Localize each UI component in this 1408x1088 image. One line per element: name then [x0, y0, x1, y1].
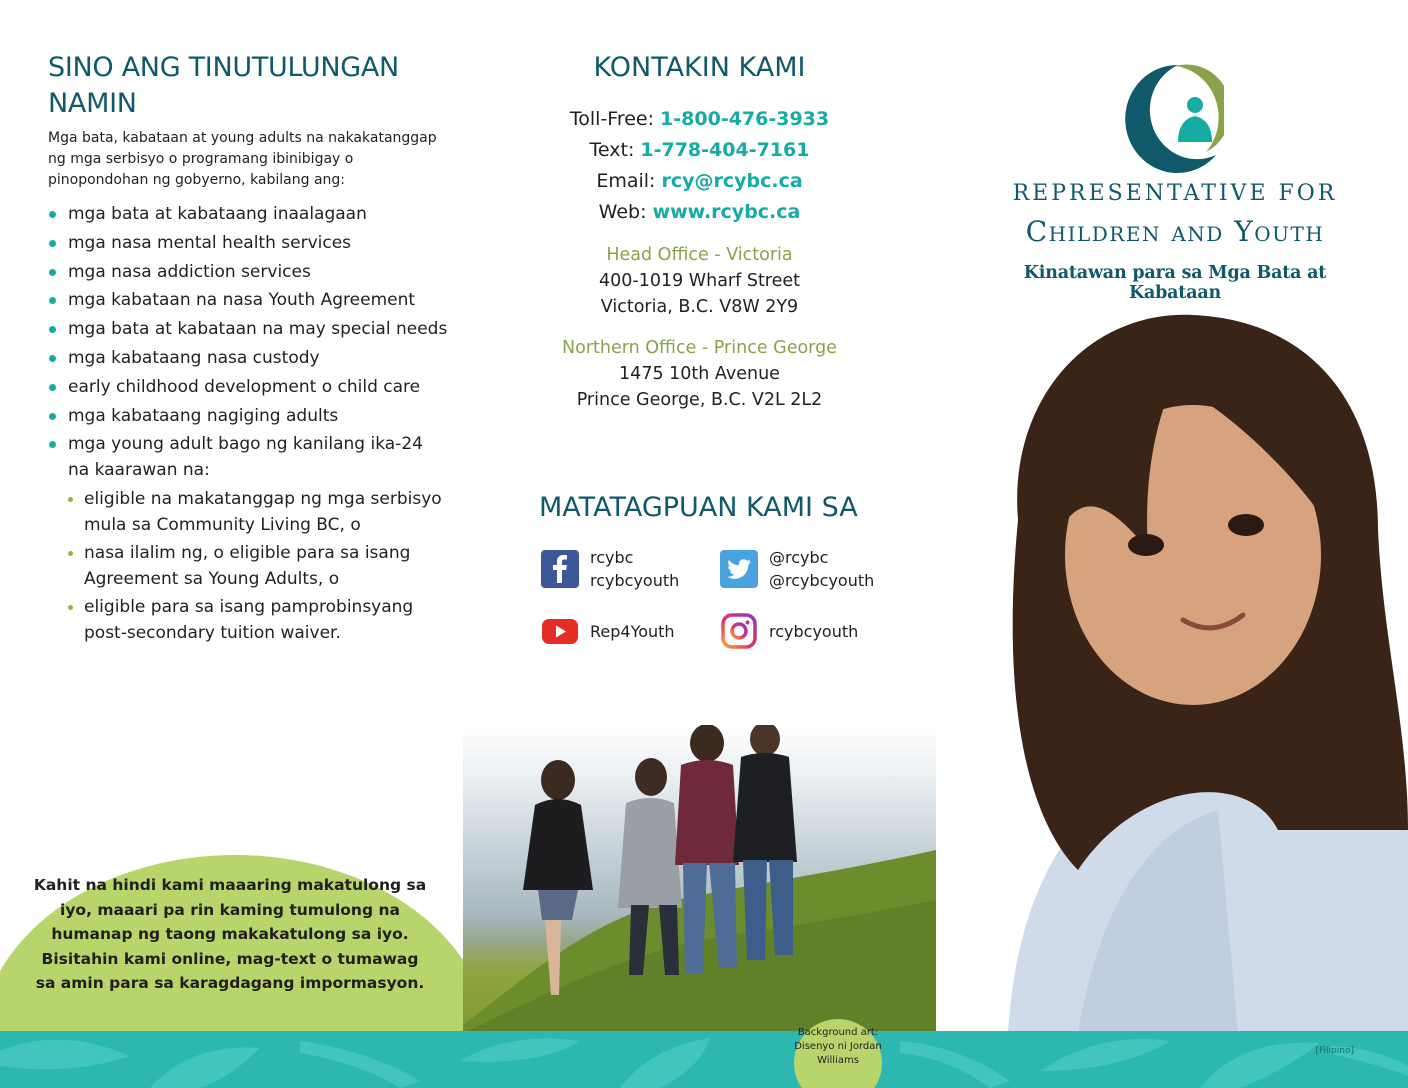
rcy-logo [1118, 60, 1224, 178]
young-adults-sublist [68, 486, 448, 646]
youtube-handle: Rep4Youth [590, 621, 675, 641]
background-art-credit: Background art: Disenyo ni Jordan Williams [794, 1027, 882, 1066]
list-item-young-adults [48, 431, 448, 646]
twitter-handle-2: @rcybcyouth [769, 571, 875, 590]
who-we-help-heading: SINO ANG TINUTULUNGAN NAMIN [48, 52, 399, 119]
instagram-icon [720, 612, 758, 650]
contact-heading: KONTAKIN KAMI [593, 52, 806, 83]
list-item: mga nasa addiction services [48, 259, 448, 285]
sub-list-item: eligible na makatanggap ng mga serbisyo mula sa Community Living BC, o [68, 486, 448, 538]
twitter-handle-1: @rcybc [769, 548, 829, 567]
web-line [463, 197, 936, 228]
facebook-handle-1: rcybc [590, 548, 634, 567]
girl-portrait-photo [978, 310, 1408, 1033]
list-item: mga kabataang nagiging adults [48, 403, 448, 429]
facebook-handle-2: rcybcyouth [590, 571, 680, 590]
facebook-handles [590, 546, 679, 592]
language-tag: [Filipino] [1315, 1046, 1354, 1056]
who-we-help-intro: Mga bata, kabataan at young adults na nakakatanggap ng mga serbisyo o programang ibinibigay o pinopondohan ng gobyerno, kabilang ang: [48, 130, 437, 188]
email-line [463, 166, 936, 197]
web-label: Web: [598, 201, 653, 223]
youth-group-photo [463, 725, 936, 1033]
who-we-help-section [48, 50, 448, 649]
org-name-filipino: Kinatawan para sa Mga Bata at Kabataan [1023, 263, 1327, 303]
list-item: mga bata at kabataan na may special needs [48, 316, 448, 342]
footer-band [0, 1031, 1408, 1088]
web-link[interactable]: www.rcybc.ca [652, 201, 801, 223]
list-item: mga bata at kabataang inaalagaan [48, 201, 448, 227]
who-we-help-list [48, 201, 448, 646]
northern-office-address-line1: 1475 10th Avenue [619, 364, 780, 384]
head-office-label: Head Office - Victoria [606, 245, 793, 265]
tollfree-line [463, 104, 936, 135]
list-item: mga kabataang nasa custody [48, 345, 448, 371]
northern-office [463, 335, 936, 413]
callout-text: Kahit na hindi kami maaaring makatulong sa iyo, maaari pa rin kaming tumulong na humanap ng taong makakatulong sa iyo. Bisitahin kami online, mag-text o tumawag sa amin para sa karagdagang impormasyon. [33, 876, 427, 992]
twitter-link[interactable] [720, 546, 874, 592]
email-link[interactable]: rcy@rcybc.ca [661, 170, 803, 192]
northern-office-label: Northern Office - Prince George [562, 338, 837, 358]
sub-list-item: eligible para sa isang pamprobinsyang post-secondary tuition waiver. [68, 594, 448, 646]
contact-details [463, 104, 936, 228]
head-office-address-line1: 400-1019 Wharf Street [598, 271, 801, 291]
youtube-link[interactable] [541, 612, 675, 650]
text-number[interactable]: 1-778-404-7161 [640, 139, 810, 161]
background-art-pattern [0, 1031, 1408, 1088]
twitter-handles [769, 546, 874, 592]
twitter-icon [720, 550, 758, 588]
tollfree-number[interactable]: 1-800-476-3933 [660, 108, 830, 130]
social-heading: MATATAGPUAN KAMI SA [539, 492, 858, 523]
sub-list-item: nasa ilalim ng, o eligible para sa isang Agreement sa Young Adults, o [68, 540, 448, 592]
text-label: Text: [589, 139, 641, 161]
facebook-link[interactable] [541, 546, 679, 592]
tollfree-label: Toll-Free: [569, 108, 661, 130]
email-label: Email: [596, 170, 662, 192]
head-office-address-line2: Victoria, B.C. V8W 2Y9 [600, 297, 799, 317]
org-name-line1: REPRESENTATIVE FOR [1012, 181, 1338, 206]
list-item: mga nasa mental health services [48, 230, 448, 256]
instagram-link[interactable] [720, 612, 858, 650]
facebook-icon [541, 550, 579, 588]
instagram-handle: rcybcyouth [769, 621, 859, 641]
list-item-text: mga young adult bago ng kanilang ika-24 na kaarawan na: [68, 434, 423, 481]
youtube-icon [541, 612, 579, 650]
text-line [463, 135, 936, 166]
org-name-line2: Children and Youth [1025, 215, 1325, 248]
head-office [463, 242, 936, 320]
list-item: mga kabataan na nasa Youth Agreement [48, 287, 448, 313]
list-item: early childhood development o child care [48, 374, 448, 400]
northern-office-address-line2: Prince George, B.C. V2L 2L2 [576, 390, 823, 410]
